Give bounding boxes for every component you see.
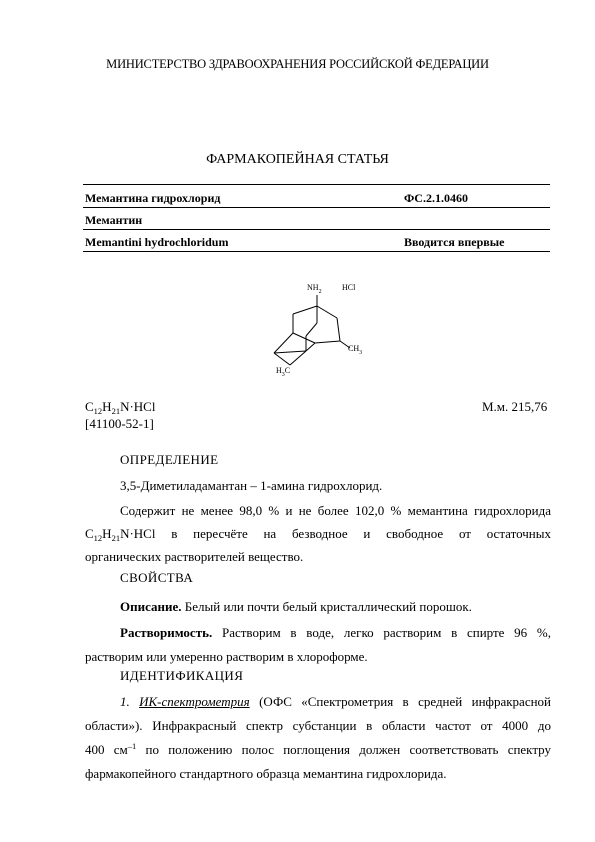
ministry-title: МИНИСТЕРСТВО ЗДРАВООХРАНЕНИЯ РОССИЙСКОЙ ФЕДЕРАЦИИ: [106, 57, 489, 71]
cas-number: [41100-52-1]: [85, 416, 154, 431]
ir-line-1: 1. ИК-спектрометрия (ОФС «Спектрометрия в средней инфракрасной: [120, 694, 552, 709]
monograph-name-latin: Memantini hydrochloridum: [85, 235, 229, 249]
molar-mass: М.м. 215,76: [482, 399, 548, 414]
hcl-label: HCl: [342, 283, 356, 292]
ir-line-2: области»). Инфракрасный спектр субстанции в области частот от 4000 до: [85, 718, 551, 733]
section-heading-properties: СВОЙСТВА: [120, 570, 194, 585]
section-heading-definition: ОПРЕДЕЛЕНИЕ: [120, 452, 219, 467]
ir-line-3: 400 $см^{-1}$ по положению полос поглощения должен соответствовать спектру: [85, 741, 551, 757]
definition-text: 3,5-Диметиладамантан – 1-амина гидрохлорид.: [120, 478, 383, 493]
description-line: Описание. Белый или почти белый кристаллический порошок.: [120, 599, 472, 614]
header-divider-top: [83, 184, 550, 185]
content-line-3: органических растворителей вещество.: [85, 549, 304, 564]
solubility-line-2: растворим или умеренно растворим в хлороформе.: [85, 649, 368, 664]
memantine-structure-diagram: [260, 278, 380, 383]
monograph-short-name: Мемантин: [85, 213, 143, 227]
header-divider-bottom: [83, 251, 550, 252]
monograph-status: Вводится впервые: [404, 235, 505, 249]
content-line-1: Содержит не менее 98,0 % и не более 102,0 % мемантина гидрохлорида: [120, 503, 551, 518]
nh2-label: $NH_2$: [307, 283, 322, 295]
monograph-name-ru: Мемантина гидрохлорид: [85, 191, 221, 205]
ir-line-4: фармакопейного стандартного образца мемантина гидрохлорида.: [85, 766, 447, 781]
solubility-line-1: Растворимость. Растворим в воде, легко растворим в спирте 96 %,: [120, 625, 552, 640]
ch3-label: $CH_3$: [348, 344, 363, 356]
h3c-label: $H_3C$: [276, 366, 291, 378]
article-type-title: ФАРМАКОПЕЙНАЯ СТАТЬЯ: [206, 152, 389, 167]
header-divider-2: [83, 229, 550, 230]
section-heading-identification: ИДЕНТИФИКАЦИЯ: [120, 668, 244, 683]
molecular-formula: $C_{12}H_{21}N\cdot HCl$: [85, 399, 156, 416]
header-divider-1: [83, 207, 550, 208]
fs-number: ФС.2.1.0460: [404, 191, 468, 205]
adamantane-skeleton: [274, 295, 350, 365]
content-line-2: $C_{12}H_{21}N\cdot HCl$ в пересчёте на безводное и свободное от остаточных: [85, 526, 551, 543]
